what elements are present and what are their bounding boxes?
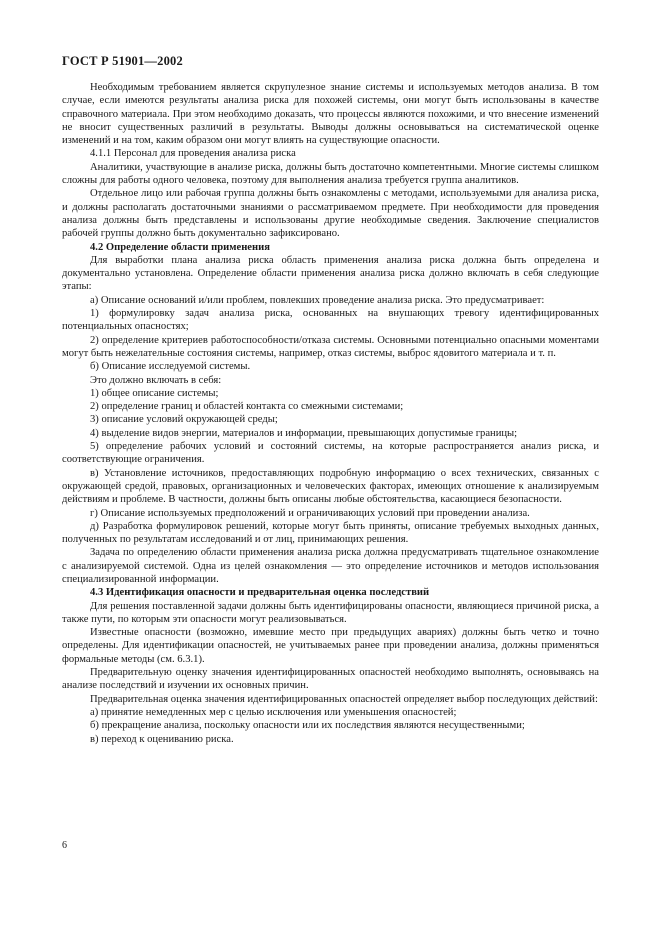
document-header: ГОСТ Р 51901—2002 — [62, 54, 183, 68]
list-item: 5) определение рабочих условий и состояний системы, на которые распространяется анализ риска, и соответствующие ограничения. — [62, 441, 599, 466]
section-heading-4-2: 4.2 Определение области применения — [90, 241, 270, 253]
list-item: б) прекращение анализа, поскольку опасности или их последствия являются несущественными; — [90, 720, 525, 732]
list-item: б) Описание исследуемой системы. — [90, 361, 251, 373]
subsection-heading-4-1-1: 4.1.1 Персонал для проведения анализа риска — [90, 148, 296, 160]
list-item: в) Установление источников, предоставляющих подробную информацию о всех технических, связанных с окружающей средой, правовых, организационных и человеческих факторах, имеющих отношение к анализируемым действиям и проблеме. В частности, должны быть описаны любые обстоятельства, касающиеся безопасности. — [62, 467, 599, 506]
paragraph: Задача по определению области применения анализа риска должна предусматривать тщательное ознакомление с анализируемой системой. Одна из целей ознакомления — это определение источников и методов использования специализированной информации. — [62, 547, 599, 585]
list-item: д) Разработка формулировок решений, которые могут быть приняты, описание требуемых выходных данных, полученных по результатам исследований и от лиц, принимающих решения. — [62, 520, 599, 546]
paragraph: Предварительная оценка значения идентифицированных опасностей определяет выбор последующих действий: — [90, 693, 598, 705]
page-number: 6 — [62, 840, 67, 851]
document-body — [62, 81, 599, 746]
list-item: а) принятие немедленных мер с целью исключения или уменьшения опасностей; — [90, 706, 457, 718]
list-item: в) переход к оцениванию риска. — [90, 733, 234, 745]
paragraph: Предварительную оценку значения идентифицированных опасностей необходимо выполнять, основываясь на анализе последствий и изучении их основных причин. — [62, 667, 599, 692]
list-item: 2) определение критериев работоспособности/отказа системы. Основными потенциально опасными моментами могут быть нежелательные состояния системы, например, отказ системы, выброс ядовитого материала и т. п. — [62, 334, 599, 359]
paragraph: Для выработки плана анализа риска область применения анализа риска должна быть определена и документально установлена. Определение области применения анализа риска должно включать в себя следующие этапы: — [62, 254, 599, 293]
list-item: а) Описание оснований и/или проблем, повлекших проведение анализа риска. Это предусматривает: — [90, 294, 545, 306]
list-item: 2) определение границ и областей контакта со смежными системами; — [90, 401, 404, 413]
section-heading-4-3: 4.3 Идентификация опасности и предварительная оценка последствий — [90, 587, 430, 599]
paragraph: Аналитики, участвующие в анализе риска, должны быть достаточно компетентными. Многие системы слишком сложны для работы одного человека, поэтому для выполнения анализа требуется группа аналитиков. — [62, 161, 599, 187]
paragraph: Это должно включать в себя: — [90, 374, 222, 386]
paragraph-intro: Необходимым требованием является скрупулезное знание системы и используемых методов анализа. В том случае, если имеются результаты анализа риска для похожей системы, они могут быть использованы в качестве справочного материала. При этом необходимо доказать, что процессы являются похожими, и что внесение изменений не вносит существенных различий в результаты. Выводы должны основываться на систематической оценке изменений и на том, каким образом они могут влиять на существующие опасности. — [62, 82, 599, 147]
paragraph: Отдельное лицо или рабочая группа должны быть ознакомлены с методами, используемыми для анализа риска, и должны располагать достаточными знаниями о рассматриваемом предмете. При необходимости для проведения анализа должны быть представлены и использованы другие необходимые сведения. Заключение специалистов рабочей группы должно быть документально зафиксировано. — [62, 188, 599, 240]
list-item: 1) общее описание системы; — [90, 387, 219, 399]
list-item: г) Описание используемых предположений и ограничивающих условий при проведении анализа. — [90, 507, 530, 519]
list-item: 1) формулировку задач анализа риска, основанных на внушающих тревогу идентифицированных потенциальных опасностях; — [62, 308, 599, 333]
list-item: 4) выделение видов энергии, материалов и информации, превышающих допустимые границы; — [90, 427, 518, 439]
list-item: 3) описание условий окружающей среды; — [90, 414, 278, 426]
paragraph: Известные опасности (возможно, имевшие место при предыдущих авариях) должны быть четко и точно определены. Для идентификации опасностей, не учитываемых ранее при проведении анализа, должны применяться формальные методы (см. 6.3.1). — [62, 627, 599, 665]
paragraph: Для решения поставленной задачи должны быть идентифицированы опасности, являющиеся причиной риска, а также пути, по которым эти опасности могут реализовываться. — [62, 600, 599, 625]
